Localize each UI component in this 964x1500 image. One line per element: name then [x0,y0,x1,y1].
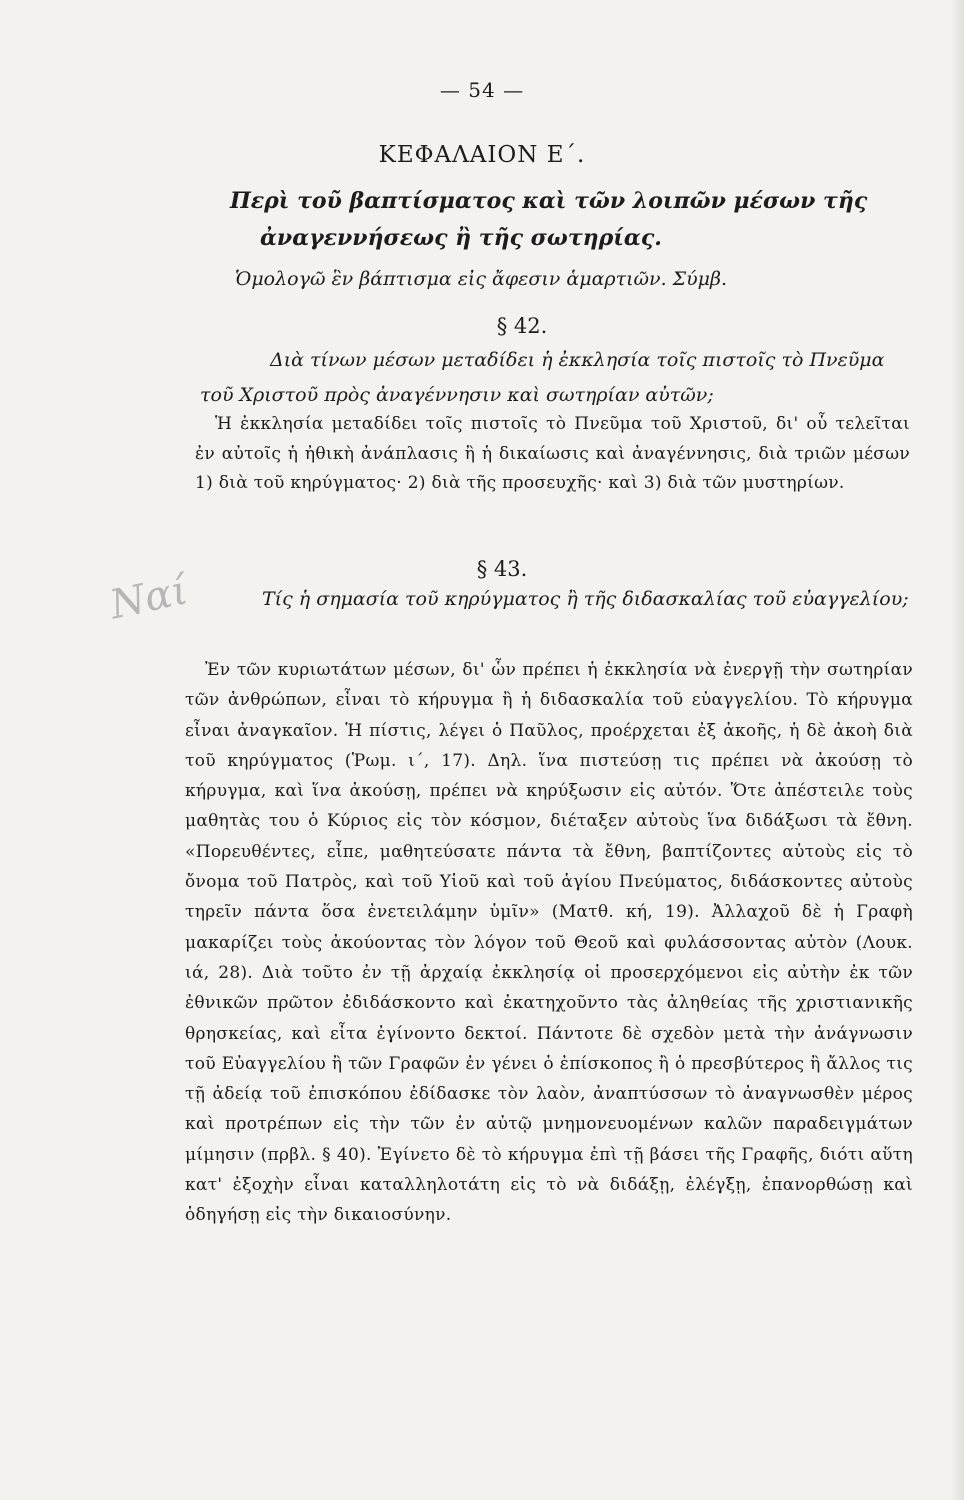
creed-quote: Ὁμολογῶ ἓν βάπτισμα εἰς ἄφεσιν ἁμαρτιῶν. Σύμβ. [235,268,728,290]
page-number: — 54 — [439,78,525,102]
section-42-mark: § 42. [496,314,548,338]
chapter-title-line-1: Περὶ τοῦ βαπτίσματος καὶ τῶν λοιπῶν μέσων τῆς [230,188,868,214]
section-42-answer: Ἡ ἐκκλησία μεταδίδει τοῖς πιστοῖς τὸ Πνεῦμα τοῦ Χριστοῦ, δι' οὗ τελεῖται ἐν αὐτοῖς ἡ ἠθικὴ ἀνάπλασις ἢ ἡ δικαίωσις καὶ ἀναγέννησις, διὰ τριῶν μέσων 1) διὰ τοῦ κηρύγματος· 2) διὰ τῆς προσευχῆς· καὶ 3) διὰ τῶν μυστηρίων. [195,414,910,493]
chapter-heading: ΚΕΦΑΛΑΙΟΝ Ε΄. [378,142,586,168]
chapter-title-line-2: ἀναγεννήσεως ἢ τῆς σωτηρίας. [260,225,662,251]
section-43-question: Τίς ἡ σημασία τοῦ κηρύγματος ἢ τῆς διδασκαλίας τοῦ εὐαγγελίου; [262,588,909,610]
section-43-answer: Ἐν τῶν κυριωτάτων μέσων, δι' ὧν πρέπει ἡ ἐκκλησία νὰ ἐνεργῇ τὴν σωτηρίαν τῶν ἀνθρώπων, εἶναι τὸ κήρυγμα ἢ ἡ διδασκαλία τοῦ εὐαγγελίου. Τὸ κήρυγμα εἶναι ἀναγκαῖον. Ἡ πίστις, λέγει ὁ Παῦλος, προέρχεται ἐξ ἀκοῆς, ἡ δὲ ἀκοὴ διὰ τοῦ κηρύγματος (Ῥωμ. ι΄, 17). Δηλ. ἵνα πιστεύσῃ τις πρέπει νὰ ἀκούσῃ τὸ κήρυγμα, καὶ ἵνα ἀκούσῃ, πρέπει νὰ κηρύξωσιν εἰς αὐτόν. Ὅτε ἀπέστειλε τοὺς μαθητὰς του ὁ Κύριος εἰς τὸν κόσμον, διέταξεν αὐτοὺς ἵνα διδάξωσι τὰ ἔθνη. «Πορευθέντες, εἶπε, μαθητεύσατε πάντα τὰ ἔθνη, βαπτίζοντες αὐτοὺς εἰς τὸ ὄνομα τοῦ Πατρὸς, καὶ τοῦ Υἱοῦ καὶ τοῦ ἁγίου Πνεύματος, διδάσκοντες αὐτοὺς τηρεῖν πάντα ὅσα ἐνετειλάμην ὑμῖν» (Ματθ. κή, 19). Ἀλλαχοῦ δὲ ἡ Γραφὴ μακαρίζει τοὺς ἀκούοντας τὸν λόγον τοῦ Θεοῦ καὶ φυλάσσοντας αὐτὸν (Λουκ. ιά, 28). Διὰ τοῦτο ἐν τῇ ἀρχαίᾳ ἐκκλησίᾳ οἱ προσερχόμενοι εἰς αὐτὴν ἐκ τῶν ἐθνικῶν πρῶτον ἐδιδάσκοντο καὶ ἐκατηχοῦντο τὰς ἀληθείας τῆς χριστιανικῆς θρησκείας, καὶ εἶτα ἐγίνοντο δεκτοί. Πάντοτε δὲ σχεδὸν μετὰ τὴν ἀνάγνωσιν τοῦ Εὐαγγελίου ἢ τῶν Γραφῶν ἐν γένει ὁ ἐπίσκοπος ἢ ὁ πρεσβύτερος ἢ ἄλλος τις τῇ ἀδείᾳ τοῦ ἐπισκόπου ἐδίδασκε τὸν λαὸν, ἀναπτύσσων τὸ ἀναγνωσθὲν μέρος καὶ προτρέπων εἰς τὴν τῶν ἐν αὐτῷ μνημονευομένων καλῶν παραδειγμάτων μίμησιν (πρβλ. § 40). Ἐγίνετο δὲ τὸ κήρυγμα ἐπὶ τῇ βάσει τῆς Γραφῆς, διότι αὕτη κατ' ἐξοχὴν εἶναι καταλληλοτάτη εἰς τὸ νὰ διδάξῃ, ἐλέγξῃ, ἐπανορθώσῃ καὶ ὁδηγήσῃ εἰς τὴν δικαιοσύνην. [185,660,913,1226]
page-edge-shadow [950,0,964,1500]
section-42-question: Διὰ τίνων μέσων μεταδίδει ἡ ἐκκλησία τοῖς πιστοῖς τὸ Πνεῦμα τοῦ Χριστοῦ πρὸς ἀναγέννησιν καὶ σωτηρίαν αὐτῶν; [200,349,885,406]
handwritten-margin-note: Ναί [106,567,192,629]
section-43-mark: § 43. [476,557,528,581]
